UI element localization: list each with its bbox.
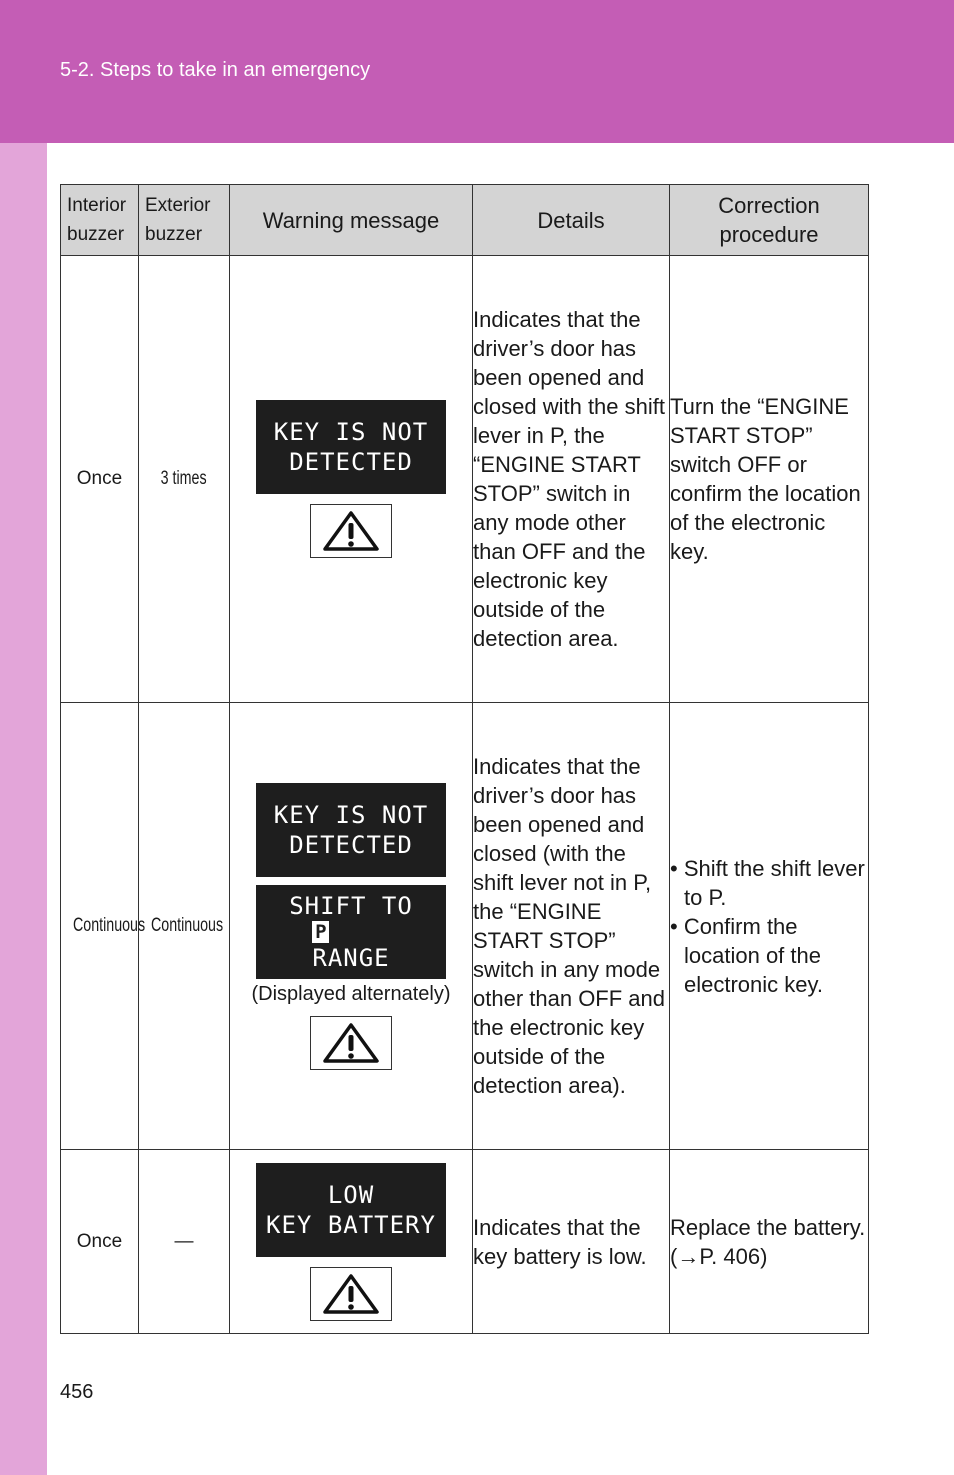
displayed-alternately-note: (Displayed alternately)	[251, 982, 451, 1005]
exterior-buzzer-cell: —	[139, 1150, 230, 1334]
header-interior-buzzer: Interior buzzer	[61, 185, 139, 256]
warning-triangle-icon	[310, 504, 392, 558]
page-number: 456	[60, 1381, 94, 1403]
correction-item: • Shift the shift lever to P.	[670, 855, 865, 910]
warning-message-cell	[230, 703, 473, 1150]
table-header-row	[61, 185, 869, 256]
header-correction-procedure: Correction procedure	[670, 185, 869, 256]
side-band	[0, 143, 47, 1475]
display-shift-to-p-range: SHIFT TO P RANGE	[256, 885, 446, 979]
display-low-key-battery: LOW KEY BATTERY	[256, 1163, 446, 1257]
correction-cell: Turn the “ENGINE START STOP” switch OFF or confirm the location of the electronic key.	[670, 256, 869, 703]
details-cell: Indicates that the key battery is low.	[473, 1150, 670, 1334]
interior-buzzer-cell: Continuous	[61, 703, 139, 1150]
page-header	[0, 0, 954, 143]
details-cell: Indicates that the driver’s door has been opened and closed with the shift lever in P, the “ENGINE START STOP” switch in any mode other than OFF and the electronic key outside of the detection area.	[473, 256, 670, 703]
interior-buzzer-cell: Once	[61, 1150, 139, 1334]
table-row	[61, 1150, 869, 1334]
details-cell: Indicates that the driver’s door has been opened and closed (with the shift lever not in P, the “ENGINE START STOP” switch in any mode other than OFF and the electronic key outside of the detection area).	[473, 703, 670, 1150]
warning-triangle-icon	[310, 1267, 392, 1321]
exterior-buzzer-cell: Continuous	[139, 703, 230, 1150]
header-details: Details	[473, 185, 670, 256]
correction-item: • Confirm the location of the electronic key.	[670, 913, 823, 997]
table-row	[61, 703, 869, 1150]
header-warning-message: Warning message	[230, 185, 473, 256]
warning-message-cell	[230, 256, 473, 703]
correction-cell	[670, 703, 869, 1150]
exterior-buzzer-cell: 3 times	[139, 256, 230, 703]
warning-message-cell	[230, 1150, 473, 1334]
display-key-not-detected: KEY IS NOT DETECTED	[256, 400, 446, 494]
header-exterior-buzzer: Exterior buzzer	[139, 185, 230, 256]
warning-table	[60, 184, 869, 1334]
p-range-badge: P	[312, 921, 329, 943]
section-title: 5-2. Steps to take in an emergency	[60, 59, 371, 81]
display-key-not-detected: KEY IS NOT DETECTED	[256, 783, 446, 877]
correction-cell: Replace the battery. (→P. 406)	[670, 1150, 869, 1334]
warning-triangle-icon	[310, 1016, 392, 1070]
table-row	[61, 256, 869, 703]
interior-buzzer-cell: Once	[61, 256, 139, 703]
